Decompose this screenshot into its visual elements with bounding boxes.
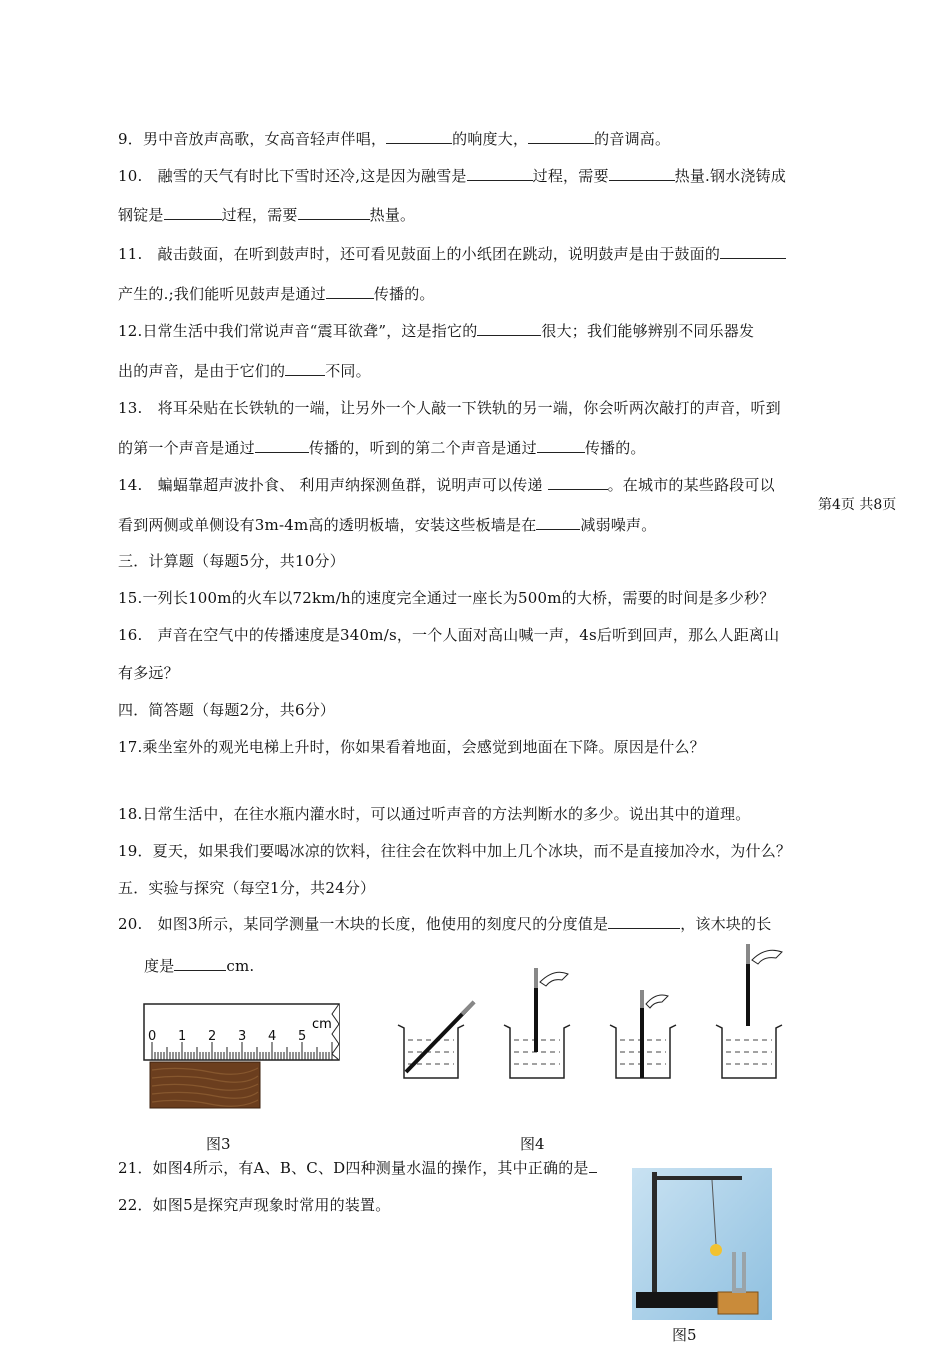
- ruler-number: 4: [268, 1029, 277, 1044]
- question-21: [118, 1157, 597, 1178]
- question-20: [118, 913, 771, 934]
- q20-text-3: 度是: [144, 957, 175, 975]
- q11-blank-1[interactable]: [720, 244, 786, 259]
- ruler-number: 0: [148, 1029, 157, 1044]
- q20-text-1: 20. 如图3所示，某同学测量一木块的长度，他使用的刻度尺的分度值是: [118, 915, 609, 933]
- ruler-unit-label: cm: [312, 1017, 332, 1032]
- question-12-cont: [118, 360, 371, 381]
- q20-text-2: ，该木块的长: [680, 915, 772, 933]
- q9-text-3: 的音调高。: [594, 130, 671, 148]
- beaker-d: [716, 944, 782, 1078]
- question-16: 16. 声音在空气中的传播速度是340m/s，一个人面对高山喊一声，4s后听到回声，那么人距离山: [118, 626, 780, 644]
- question-16-cont: 有多远？: [118, 664, 179, 682]
- ruler-number: 3: [238, 1029, 247, 1044]
- beaker-c: [610, 990, 676, 1078]
- q13-text-4: 传播的。: [584, 439, 646, 457]
- figure-4-beakers: [392, 940, 792, 1085]
- q12-blank-1[interactable]: [477, 321, 541, 336]
- q12-blank-2[interactable]: [285, 361, 325, 376]
- q13-text-1: 13. 将耳朵贴在长铁轨的一端，让另外一个人敲一下铁轨的另一端，你会听两次敲打的声音，听到: [118, 399, 781, 417]
- question-20-cont: [144, 955, 254, 976]
- q14-text-2: 。在城市的某些路段可以: [607, 476, 775, 494]
- q13-blank-2[interactable]: [537, 438, 585, 453]
- q10-blank-3[interactable]: [164, 205, 222, 220]
- q20-blank-2[interactable]: [174, 956, 226, 971]
- q14-text-1: 14. 蝙蝠靠超声波扑食、 利用声纳探测鱼群，说明声可以传递: [118, 476, 548, 494]
- q13-text-2: 的第一个声音是通过: [118, 439, 255, 457]
- q20-text-4: cm.: [226, 957, 255, 975]
- q21-blank[interactable]: [589, 1158, 597, 1173]
- figure-4-caption: 图4: [520, 1135, 545, 1153]
- q11-text-2: 产生的.;我们能听见鼓声是通过: [118, 285, 326, 303]
- beaker-a: [398, 1002, 474, 1078]
- q14-text-4: 减弱噪声。: [580, 516, 657, 534]
- question-14: [118, 474, 775, 495]
- ruler-number: 5: [298, 1029, 307, 1044]
- question-22: 22．如图5是探究声现象时常用的装置。: [118, 1196, 391, 1214]
- question-9: [118, 128, 670, 149]
- question-12: [118, 320, 754, 341]
- q9-blank-1[interactable]: [386, 129, 452, 144]
- q14-text-3: 看到两侧或单侧设有3m-4m高的透明板墙，安装这些板墙是在: [118, 516, 537, 534]
- figure-5-photo: [632, 1168, 772, 1320]
- q14-blank-1[interactable]: [548, 475, 608, 490]
- beaker-b: [504, 968, 570, 1078]
- q12-text-1: 12.日常生活中我们常说声音“震耳欲聋”，这是指它的: [118, 322, 478, 340]
- q12-text-3: 出的声音，是由于它们的: [118, 362, 286, 380]
- q13-blank-1[interactable]: [255, 438, 309, 453]
- q10-text-3: 热量.钢水浇铸成: [674, 167, 787, 185]
- question-18: 18.日常生活中，在往水瓶内灌水时，可以通过听声音的方法判断水的多少。说出其中的道理。: [118, 805, 751, 823]
- q20-blank-1[interactable]: [608, 914, 680, 929]
- question-17: 17.乘坐室外的观光电梯上升时，你如果看着地面，会感觉到地面在下降。原因是什么？: [118, 738, 705, 756]
- figure-3-caption: 图3: [206, 1135, 231, 1153]
- q9-blank-2[interactable]: [528, 129, 594, 144]
- q11-text-1: 11. 敲击鼓面，在听到鼓声时，还可看见鼓面上的小纸团在跳动，说明鼓声是由于鼓面的: [118, 245, 721, 263]
- question-11: [118, 243, 786, 264]
- question-11-cont: [118, 283, 435, 304]
- section-4-heading: 四．简答题（每题2分，共6分）: [118, 701, 336, 719]
- question-19: 19．夏天，如果我们要喝冰凉的饮料，往往会在饮料中加上几个冰块，而不是直接加冷水，为什么？: [118, 842, 792, 860]
- section-5-heading: 五．实验与探究（每空1分，共24分）: [118, 879, 376, 897]
- q10-text-1: 10. 融雪的天气有时比下雪时还冷,这是因为融雪是: [118, 167, 467, 185]
- section-3-heading: 三．计算题（每题5分，共10分）: [118, 552, 345, 570]
- q10-blank-4[interactable]: [298, 205, 370, 220]
- q10-blank-1[interactable]: [467, 166, 533, 181]
- ruler-number: 1: [178, 1029, 187, 1044]
- q21-text: 21．如图4所示，有A、B、C、D四种测量水温的操作，其中正确的是: [118, 1159, 589, 1177]
- q14-blank-2[interactable]: [536, 515, 580, 530]
- page-number: 第4页 共8页: [818, 497, 897, 513]
- q10-text-6: 热量。: [369, 206, 416, 224]
- ruler-number: 2: [208, 1029, 217, 1044]
- q9-text-1: 9．男中音放声高歌，女高音轻声伴唱，: [118, 130, 387, 148]
- q9-text-2: 的响度大，: [452, 130, 529, 148]
- q10-blank-2[interactable]: [609, 166, 675, 181]
- question-13: [118, 397, 781, 418]
- pendulum-ball: [710, 1244, 722, 1256]
- q10-text-4: 钢锭是: [118, 206, 164, 224]
- q10-text-5: 过程，需要: [221, 206, 298, 224]
- q11-text-3: 传播的。: [373, 285, 435, 303]
- question-15: 15.一列长100m的火车以72km/h的速度完全通过一座长为500m的大桥，需要的时间是多少秒？: [118, 589, 775, 607]
- q12-text-4: 不同。: [325, 362, 371, 380]
- q10-text-2: 过程，需要: [532, 167, 609, 185]
- question-13-cont: [118, 437, 646, 458]
- question-14-cont: [118, 514, 656, 535]
- question-10: [118, 165, 786, 186]
- resonance-box: [718, 1292, 758, 1314]
- figure-5-caption: 图5: [672, 1326, 697, 1344]
- q13-text-3: 传播的，听到的第二个声音是通过: [308, 439, 537, 457]
- question-10-cont: [118, 204, 415, 225]
- q12-text-2: 很大；我们能够辨别不同乐器发: [541, 322, 755, 340]
- q11-blank-2[interactable]: [326, 284, 374, 299]
- figure-3-ruler: [140, 1000, 345, 1112]
